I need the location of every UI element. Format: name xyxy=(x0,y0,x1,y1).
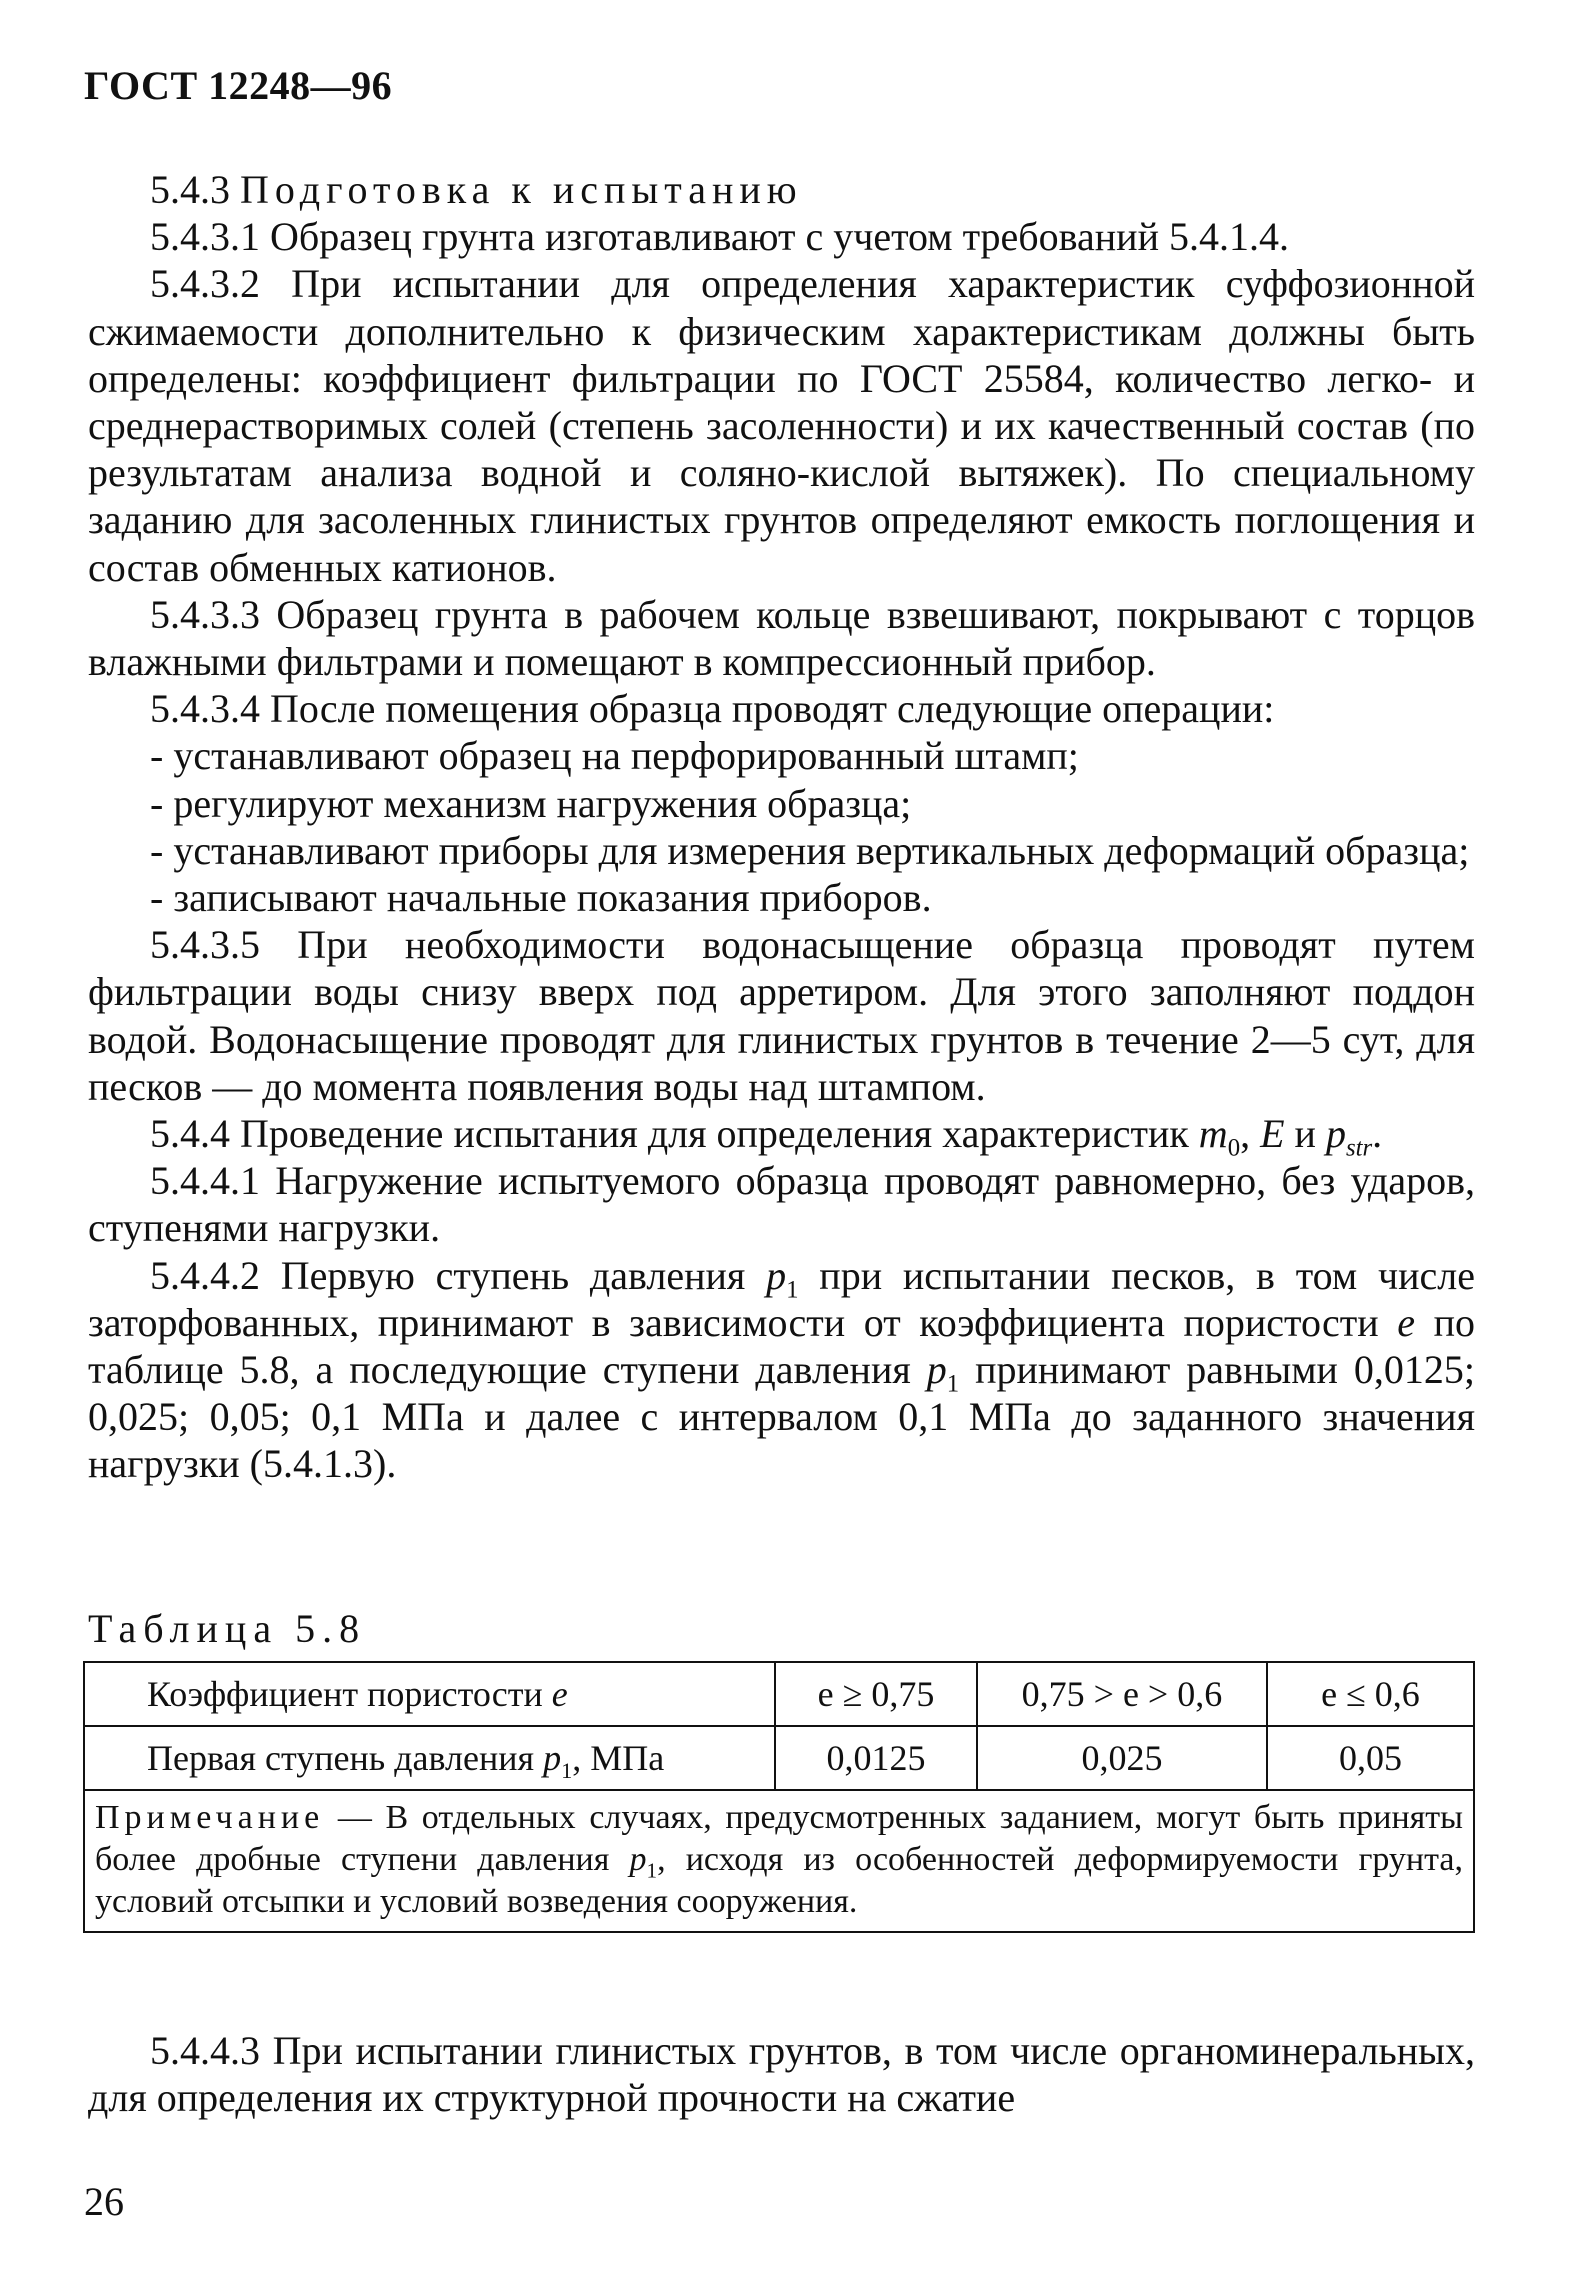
symbol-p-subscript: str xyxy=(1345,1134,1373,1162)
note-dash: — xyxy=(324,1799,386,1836)
symbol-e: e xyxy=(1397,1299,1415,1345)
symbol-p-subscript: 1 xyxy=(646,1858,658,1883)
paragraph-5-4-4 xyxy=(88,1110,1475,1162)
list-item: - устанавливают образец на перфорированный штамп; xyxy=(150,733,1079,779)
symbol-p: p xyxy=(766,1252,787,1298)
label-text: Первая ступень давления xyxy=(147,1738,535,1778)
paragraph-5-4-4-text: 5.4.4 Проведение испытания для определения характеристик xyxy=(150,1111,1189,1157)
symbol-e-modulus: E xyxy=(1260,1111,1285,1157)
table-caption: Таблица 5.8 xyxy=(88,1606,367,1651)
paragraph-5-4-3-5: 5.4.3.5 При необходимости водонасыщение образца проводят путем фильтрации воды снизу вверх под арретиром. Для этого заполняют поддон водой. Водонасыщение проводят для глинистых грунтов в течение 2—5 сут, для песков — до момента появления воды над штампом. xyxy=(88,922,1475,1109)
conjunction: и xyxy=(1284,1111,1326,1157)
paragraph-5-4-4-1: 5.4.4.1 Нагружение испытуемого образца проводят равномерно, без ударов, ступенями нагрузки. xyxy=(88,1158,1475,1251)
list-item: - регулируют механизм нагружения образца; xyxy=(150,780,912,826)
table-cell: 0,75 > e > 0,6 xyxy=(977,1662,1267,1726)
symbol-p: p xyxy=(543,1738,562,1778)
table-row xyxy=(84,1726,1474,1790)
section-title: Подготовка к испытанию xyxy=(240,167,803,212)
row-header-first-pressure xyxy=(84,1726,775,1790)
text: при испытании песков, в том числе заторфованных, принимают в зависимости от коэффициента пористости xyxy=(88,1252,1476,1345)
list-item: - устанавливают приборы для измерения вертикальных деформаций образца; xyxy=(150,827,1470,873)
paragraph-5-4-3-3: 5.4.3.3 Образец грунта в рабочем кольце взвешивают, покрывают с торцов влажными фильтрами и помещают в компрессионный прибор. xyxy=(88,591,1475,685)
table-cell: e ≥ 0,75 xyxy=(775,1662,977,1726)
table-row xyxy=(84,1790,1474,1932)
paragraph-5-4-3-4: 5.4.3.4 После помещения образца проводят следующие операции: xyxy=(150,686,1275,732)
table-note xyxy=(84,1790,1474,1932)
text: принимают равными 0,0125; 0,025; 0,05; 0,1 МПа и далее с интервалом 0,1 МПа до заданного значения нагрузки (5.4.1.3). xyxy=(88,1347,1476,1487)
symbol-m-subscript: 0 xyxy=(1227,1134,1241,1162)
continued-text xyxy=(88,2027,1475,2121)
standard-code-header: ГОСТ 12248—96 xyxy=(84,63,393,108)
symbol-p-subscript: 1 xyxy=(946,1370,960,1398)
symbol-p: p xyxy=(629,1841,647,1878)
section-heading xyxy=(88,166,1475,213)
row-header-porosity xyxy=(84,1662,775,1726)
symbol-p-subscript: 1 xyxy=(786,1276,799,1304)
label-text: Коэффициент пористости xyxy=(147,1674,543,1714)
section-number: 5.4.3 xyxy=(150,167,230,212)
paragraph-5-4-4-2 xyxy=(88,1252,1475,1488)
page-number: 26 xyxy=(84,2179,124,2224)
table-row xyxy=(84,1662,1474,1726)
text: 5.4.4.2 Первую ступень давления xyxy=(150,1252,746,1298)
paragraph-5-4-3-1: 5.4.3.1 Образец грунта изготавливают с учетом требований 5.4.1.4. xyxy=(150,214,1289,260)
table-5-8 xyxy=(83,1661,1475,1933)
table-cell: 0,025 xyxy=(977,1726,1267,1790)
table-cell: 0,0125 xyxy=(775,1726,977,1790)
table-cell: 0,05 xyxy=(1267,1726,1474,1790)
paragraph-5-4-3-2: 5.4.3.2 При испытании для определения характеристик суффозионной сжимаемости дополнительно к физическим характеристикам должны быть определены: коэффициент фильтрации по ГОСТ 25584, количество легко- и среднерастворимых солей (степень засоленности) и их качественный состав (по результатам анализа водной и соляно-кислой вытяжек). По специальному заданию для засоленных глинистых грунтов определяют емкость поглощения и состав обменных катионов. xyxy=(88,261,1475,590)
symbol-p: p xyxy=(926,1347,947,1393)
symbol-m: m xyxy=(1198,1111,1228,1157)
symbol-p: p xyxy=(1325,1111,1346,1157)
unit: , МПа xyxy=(572,1738,665,1778)
symbol-e: e xyxy=(551,1674,568,1714)
paragraph-5-4-4-3: 5.4.4.3 При испытании глинистых грунтов, в том числе органоминеральных, для определения их структурной прочности на сжатие xyxy=(88,2028,1475,2121)
note-label: Примечание xyxy=(95,1799,325,1836)
symbol-p-subscript: 1 xyxy=(561,1757,573,1783)
note-text: В отдельных случаях, предусмотренных заданием, могут быть приняты более дробные ступени давления xyxy=(95,1799,1463,1878)
comma: , xyxy=(1240,1111,1251,1157)
body-text xyxy=(88,166,1475,1488)
table-cell: e ≤ 0,6 xyxy=(1267,1662,1474,1726)
list-item: - записывают начальные показания приборов. xyxy=(150,875,932,921)
text: по таблице 5.8, а последующие ступени давления xyxy=(88,1299,1476,1393)
note-text: , исходя из особенностей деформируемости грунта, условий отсыпки и условий возведения сооружения. xyxy=(95,1841,1463,1920)
period: . xyxy=(1372,1111,1383,1157)
